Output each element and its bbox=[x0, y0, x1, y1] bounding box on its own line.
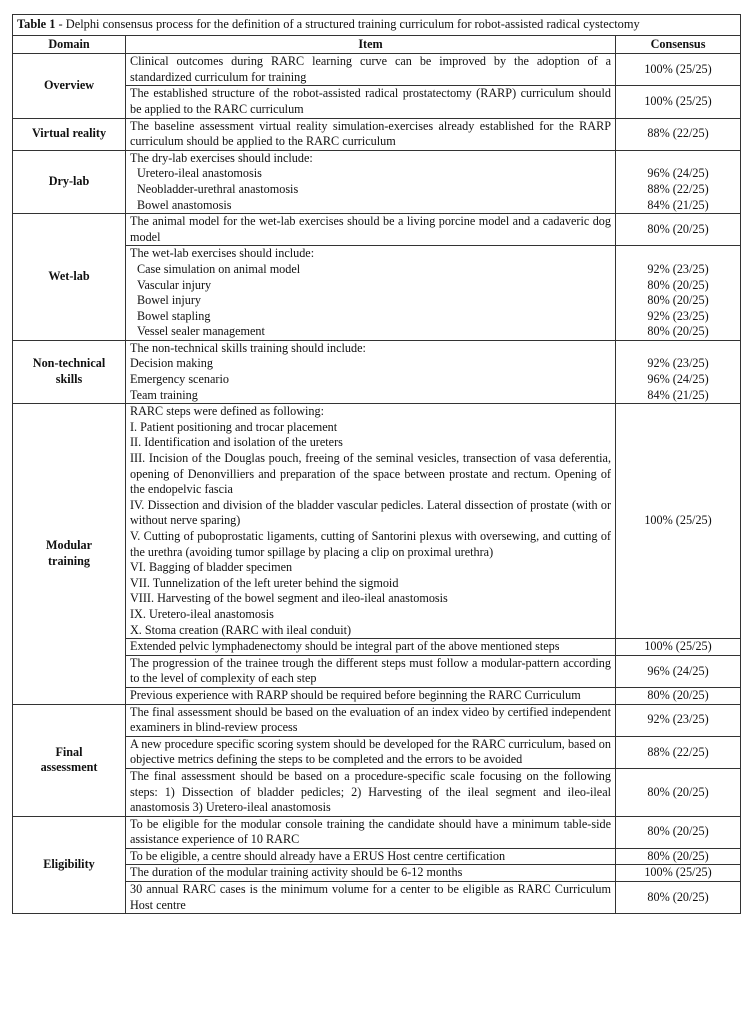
item-cell bbox=[126, 340, 616, 403]
list-item: Vascular injury bbox=[137, 277, 212, 292]
domain-final-assessment: Final assessment bbox=[13, 704, 126, 816]
list-item: VIII. Harvesting of the bowel segment and ileo-ileal anastomosis bbox=[130, 591, 448, 606]
table-caption bbox=[13, 15, 741, 36]
consensus-cell: 80% (20/25) bbox=[616, 882, 741, 914]
item-cell: The final assessment should be based on a procedure-specific scale focusing on the following steps: 1) Dissection of bladder pedicles; 2) Harvesting of the ileal segment and ileo-ileal anastomosis 3) Uretero-ileal anastomosis bbox=[126, 768, 616, 816]
consensus-cell: 100% (25/25) bbox=[616, 86, 741, 118]
list-item: Neobladder-urethral anastomosis bbox=[137, 181, 299, 196]
consensus-cell: 88% (22/25) bbox=[616, 736, 741, 768]
domain-wet-lab: Wet-lab bbox=[13, 214, 126, 341]
consensus-value: 96% (24/25) bbox=[647, 372, 709, 387]
item-cell: The final assessment should be based on the evaluation of an index video by certified independent examiners in blind-review process bbox=[126, 704, 616, 736]
item-cell: To be eligible, a centre should already have a ERUS Host centre certification bbox=[126, 848, 616, 865]
list-heading: The dry-lab exercises should include: bbox=[130, 150, 313, 165]
delphi-consensus-table bbox=[12, 14, 741, 914]
table-row bbox=[13, 404, 741, 639]
consensus-value: 84% (21/25) bbox=[647, 197, 709, 212]
header-consensus: Consensus bbox=[616, 35, 741, 54]
consensus-cell: 100% (25/25) bbox=[616, 865, 741, 882]
consensus-cell: 88% (22/25) bbox=[616, 118, 741, 150]
table-row bbox=[13, 150, 741, 213]
item-cell: Extended pelvic lymphadenectomy should be integral part of the above mentioned steps bbox=[126, 639, 616, 656]
consensus-value: 92% (23/25) bbox=[647, 308, 709, 323]
item-cell: The baseline assessment virtual reality simulation-exercises already established for the RARP curriculum should be applied to the RARC curriculum bbox=[126, 118, 616, 150]
consensus-cell bbox=[616, 340, 741, 403]
consensus-value: 92% (23/25) bbox=[647, 356, 709, 371]
domain-virtual-reality: Virtual reality bbox=[13, 118, 126, 150]
consensus-cell bbox=[616, 246, 741, 341]
consensus-cell: 92% (23/25) bbox=[616, 704, 741, 736]
caption-text: - Delphi consensus process for the definition of a structured training curriculum for robot-assisted radical cystectomy bbox=[55, 17, 640, 31]
list-item: V. Cutting of puboprostatic ligaments, cutting of Santorini plexus with oversewing, and cutting of the urethra (avoiding tumor spillage by placing a clip on proximal urethra) bbox=[130, 529, 611, 559]
consensus-cell: 100% (25/25) bbox=[616, 404, 741, 639]
item-cell: 30 annual RARC cases is the minimum volume for a center to be eligible as RARC Curriculum Host centre bbox=[126, 882, 616, 914]
item-cell bbox=[126, 404, 616, 639]
list-item: Bowel injury bbox=[137, 293, 201, 308]
domain-overview: Overview bbox=[13, 54, 126, 118]
consensus-cell: 80% (20/25) bbox=[616, 687, 741, 704]
consensus-value: 80% (20/25) bbox=[647, 324, 709, 339]
list-item: X. Stoma creation (RARC with ileal conduit) bbox=[130, 622, 352, 637]
list-heading: The non-technical skills training should include: bbox=[130, 340, 366, 355]
consensus-cell: 80% (20/25) bbox=[616, 848, 741, 865]
table-row bbox=[13, 54, 741, 86]
consensus-value: 92% (23/25) bbox=[647, 261, 709, 276]
item-cell: A new procedure specific scoring system should be developed for the RARC curriculum, based on objective metrics defining the steps to be completed and the errors to be avoided bbox=[126, 736, 616, 768]
item-cell: The established structure of the robot-assisted radical prostatectomy (RARP) curriculum should be applied to the RARC curriculum bbox=[126, 86, 616, 118]
item-cell: To be eligible for the modular console training the candidate should have a minimum table-side assistance experience of 10 RARC bbox=[126, 816, 616, 848]
item-cell: The animal model for the wet-lab exercises should be a living porcine model and a cadaveric dog model bbox=[126, 214, 616, 246]
list-item: I. Patient positioning and trocar placement bbox=[130, 419, 338, 434]
list-item: IV. Dissection and division of the bladder vascular pedicles. Lateral dissection of prostate (with or without nerve sparing) bbox=[130, 497, 611, 528]
domain-modular-training: Modular training bbox=[13, 404, 126, 704]
list-item: Team training bbox=[130, 387, 198, 402]
table-row bbox=[13, 816, 741, 848]
list-item: Emergency scenario bbox=[130, 372, 229, 387]
list-item: Vessel sealer management bbox=[137, 324, 265, 339]
consensus-value: 80% (20/25) bbox=[647, 277, 709, 292]
table-row bbox=[13, 340, 741, 403]
header-row bbox=[13, 35, 741, 54]
list-item: Bowel stapling bbox=[137, 308, 211, 323]
consensus-value: 88% (22/25) bbox=[647, 181, 709, 196]
consensus-value: 84% (21/25) bbox=[647, 387, 709, 402]
item-cell: Clinical outcomes during RARC learning curve can be improved by the adoption of a standardized curriculum for training bbox=[126, 54, 616, 86]
consensus-cell: 80% (20/25) bbox=[616, 816, 741, 848]
consensus-cell: 96% (24/25) bbox=[616, 655, 741, 687]
consensus-cell: 100% (25/25) bbox=[616, 54, 741, 86]
domain-eligibility: Eligibility bbox=[13, 816, 126, 914]
list-item: Uretero-ileal anastomosis bbox=[137, 166, 262, 181]
list-item: VII. Tunnelization of the left ureter behind the sigmoid bbox=[130, 575, 399, 590]
consensus-cell bbox=[616, 150, 741, 213]
item-cell: The progression of the trainee trough the different steps must follow a modular-pattern according to the level of complexity of each step bbox=[126, 655, 616, 687]
domain-dry-lab: Dry-lab bbox=[13, 150, 126, 213]
list-item: Bowel anastomosis bbox=[137, 197, 232, 212]
list-heading: The wet-lab exercises should include: bbox=[130, 246, 315, 261]
consensus-cell: 80% (20/25) bbox=[616, 768, 741, 816]
list-item: II. Identification and isolation of the ureters bbox=[130, 435, 343, 450]
caption-row bbox=[13, 15, 741, 36]
consensus-value: 80% (20/25) bbox=[647, 293, 709, 308]
list-item: IX. Uretero-ileal anastomosis bbox=[130, 606, 274, 621]
list-item: III. Incision of the Douglas pouch, freeing of the seminal vesicles, transection of vasa deferentia, opening of Denonvilliers and preparation of the space between prostate and rectum. Opening of the endopelvic fascia bbox=[130, 451, 611, 497]
caption-label: Table 1 bbox=[17, 17, 56, 31]
table-row bbox=[13, 118, 741, 150]
consensus-cell: 100% (25/25) bbox=[616, 639, 741, 656]
table-row bbox=[13, 214, 741, 246]
consensus-value: 96% (24/25) bbox=[647, 166, 709, 181]
list-item: VI. Bagging of bladder specimen bbox=[130, 560, 293, 575]
item-cell: Previous experience with RARP should be required before beginning the RARC Curriculum bbox=[126, 687, 616, 704]
table-row bbox=[13, 704, 741, 736]
item-cell bbox=[126, 246, 616, 341]
header-item: Item bbox=[126, 35, 616, 54]
header-domain: Domain bbox=[13, 35, 126, 54]
list-item: Decision making bbox=[130, 356, 213, 371]
list-heading: RARC steps were defined as following: bbox=[130, 404, 324, 419]
consensus-cell: 80% (20/25) bbox=[616, 214, 741, 246]
list-item: Case simulation on animal model bbox=[137, 261, 301, 276]
item-cell: The duration of the modular training activity should be 6-12 months bbox=[126, 865, 616, 882]
domain-non-technical-skills: Non-technical skills bbox=[13, 340, 126, 403]
table-container bbox=[12, 14, 740, 914]
item-cell bbox=[126, 150, 616, 213]
